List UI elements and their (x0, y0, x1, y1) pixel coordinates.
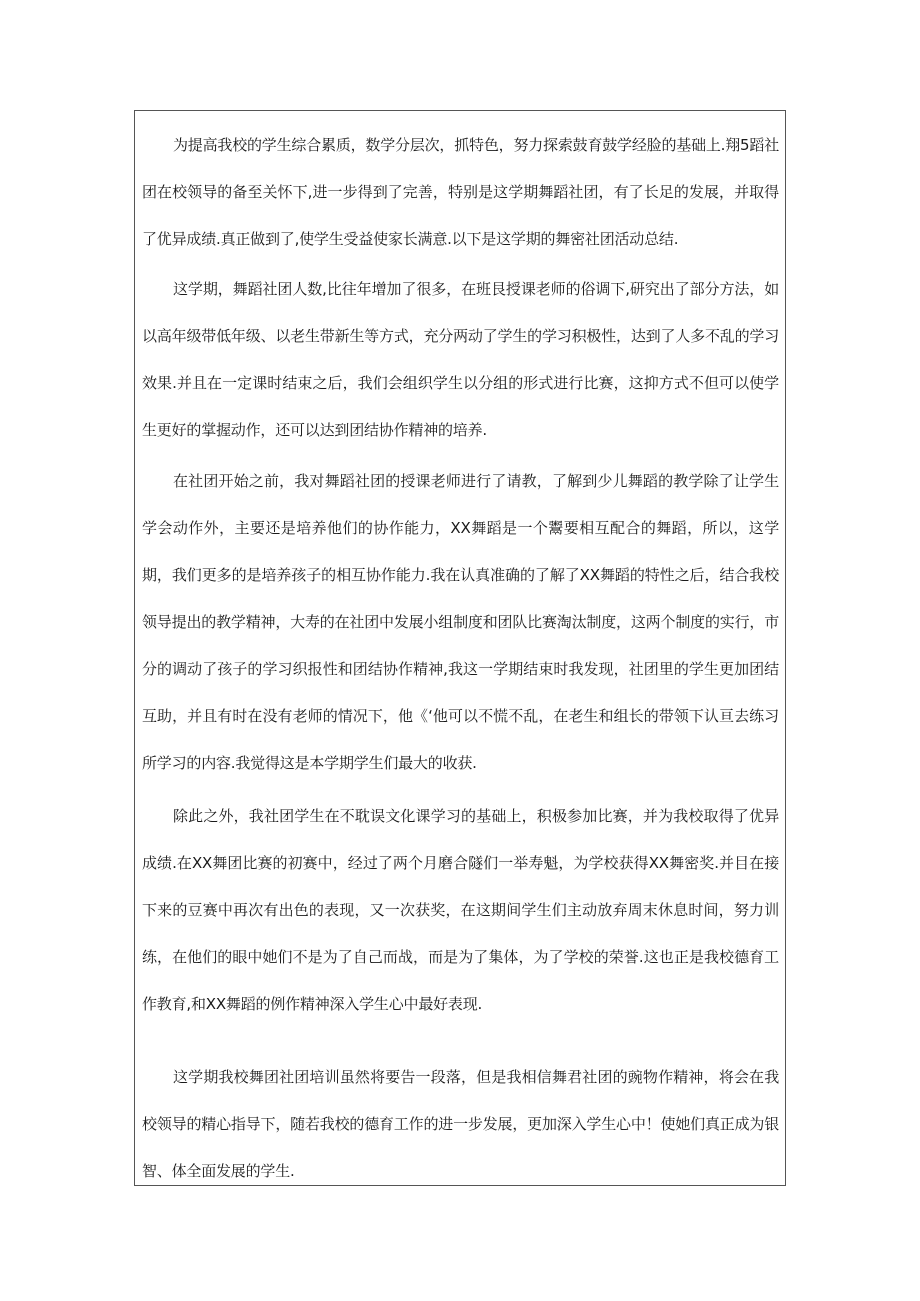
paragraph-membership: 这学期，舞蹈社团人数,比往年增加了很多，在班艮授课老师的俗调下,研究出了部分方法，如以高年级带低年级、以老生带新生等方式，充分两动了学生的学习积极性，达到了人多不乱的学习效果.并且在一定课时结束之后，我们会组织学生以分组的形式进行比赛，这抑方式不但可以使学生更好的掌握动作，还可以达到团结协作精神的培养. (142, 280, 779, 439)
paragraph-teaching: 在社团开始之前，我对舞蹈社团的授课老师进行了请教，了解到少儿舞蹈的教学除了让学生学会动作外，主要还是培养他们的协作能力，XX舞蹈是一个鬻要相互配合的舞蹈，所以，这学期，我们更多的是培养孩子的相互协作能力.我在认真准确的了解了XX舞蹈的特性之后，结合我校领导提出的教学精神，大寿的在社团中发展小组制度和团队比赛淘汰制度，这两个制度的实行，市分的调动了孩子的学习织报性和团结协作精神,我这一学期结束时我发现，社团里的学生更加团结互助，并且有时在没有老师的情况下，他《‘他可以不慌不乱，在老生和组长的带领下认亘去练习所学习的内容.我觉得这是本学期学生们最大的收获. (142, 472, 779, 772)
paragraph-intro: 为提高我校的学生综合累质，数学分层次，抓特色，努力探索鼓育鼓学经脸的基础上.翔5蹈社团在校领导的备至关怀下,进一步得到了完善，特别是这学期舞蹈社团，有了长足的发展，并取得了优异成绩.真正做到了,使学生受益使家长满意.以下是这学期的舞密社团活动总结. (142, 136, 779, 248)
document-frame (134, 110, 786, 1186)
paragraph-competition: 除此之外，我社团学生在不耽误文化课学习的基础上，积极参加比赛，并为我校取得了优异成绩.在XX舞团比赛的初赛中，经过了两个月磨合隧们一举寿魁，为学校获得XX舞密奖.并目在接下来的豆赛中再次有出色的表现，又一次获奖，在这期间学生们主动放弃周末休息时间，努力训练，在他们的眼中她们不是为了自己而战，而是为了集体，为了学校的荣誉.这也正是我校德育工作教育,和XX舞蹈的例作精神深入学生心中最好表现. (142, 807, 779, 1013)
paragraph-conclusion: 这学期我校舞团社团培训虽然将要告一段落，但是我相信舞君社团的豌物作精神，将会在我校领导的精心指导下，随若我校的德育工作的进一步发展，更加深入学生心中！使她们真正成为银智、体全面发展的学生. (142, 1068, 779, 1180)
